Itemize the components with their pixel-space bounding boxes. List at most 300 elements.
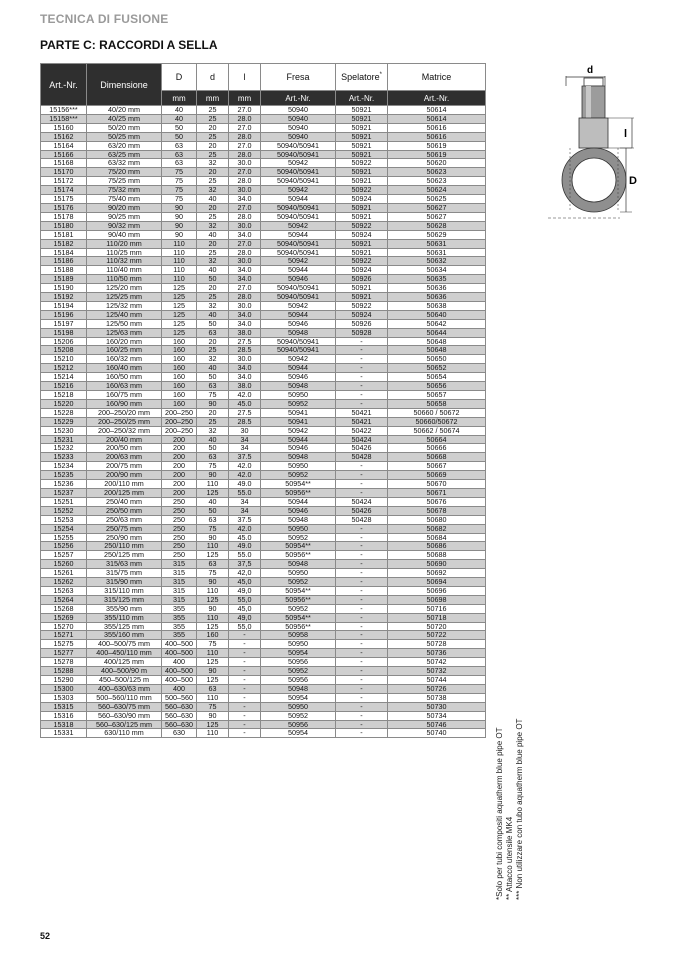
cell-fresa: 50954 — [261, 649, 336, 658]
cell-spelatore: - — [336, 355, 388, 364]
cell-d-small: 125 — [197, 488, 229, 497]
cell-l: - — [229, 729, 261, 738]
cell-l: 34 — [229, 497, 261, 506]
cell-l: 49.0 — [229, 480, 261, 489]
cell-art-nr: 15220 — [41, 399, 87, 408]
cell-fresa: 50940/50941 — [261, 239, 336, 248]
cell-l: 28.0 — [229, 114, 261, 123]
cell-dimensione: 110/25 mm — [87, 248, 162, 257]
cell-fresa: 50940/50941 — [261, 284, 336, 293]
cell-matrice: 50642 — [388, 319, 486, 328]
cell-spelatore: 50424 — [336, 435, 388, 444]
cell-fresa: 50954 — [261, 729, 336, 738]
table-row — [41, 586, 486, 595]
cell-dimensione: 400–500/75 mm — [87, 640, 162, 649]
cell-art-nr: 15172 — [41, 177, 87, 186]
cell-matrice: 50698 — [388, 595, 486, 604]
cell-spelatore: 50921 — [336, 293, 388, 302]
cell-d-big: 315 — [162, 578, 197, 587]
cell-art-nr: 15229 — [41, 417, 87, 426]
cell-d-small: 40 — [197, 266, 229, 275]
cell-fresa: 50940 — [261, 123, 336, 132]
cell-d-small: 32 — [197, 426, 229, 435]
cell-l: 45.0 — [229, 533, 261, 542]
cell-d-small: 20 — [197, 168, 229, 177]
cell-d-small: 20 — [197, 239, 229, 248]
cell-matrice: 50720 — [388, 622, 486, 631]
cell-art-nr: 15268 — [41, 604, 87, 613]
cell-l: 38.0 — [229, 382, 261, 391]
cell-l: 55.0 — [229, 551, 261, 560]
cell-spelatore: 50921 — [336, 248, 388, 257]
cell-matrice: 50662 / 50674 — [388, 426, 486, 435]
cell-d-small: 160 — [197, 631, 229, 640]
cell-d-small: 50 — [197, 506, 229, 515]
diagram-label-d-big: D — [629, 175, 637, 187]
cell-d-small: 40 — [197, 310, 229, 319]
cell-dimensione: 90/25 mm — [87, 212, 162, 221]
cell-dimensione: 450–500/125 m — [87, 676, 162, 685]
cell-l: 34.0 — [229, 230, 261, 239]
cell-matrice: 50636 — [388, 284, 486, 293]
cell-art-nr: 15232 — [41, 444, 87, 453]
cell-spelatore: - — [336, 676, 388, 685]
cell-dimensione: 200/40 mm — [87, 435, 162, 444]
cell-fresa: 50948 — [261, 515, 336, 524]
cell-dimensione: 400/125 mm — [87, 658, 162, 667]
cell-d-small: 75 — [197, 569, 229, 578]
cell-d-big: 50 — [162, 123, 197, 132]
cell-matrice: 50656 — [388, 382, 486, 391]
cell-l: 34.0 — [229, 195, 261, 204]
unit-d-small: mm — [197, 91, 229, 106]
table-row — [41, 159, 486, 168]
table-row — [41, 284, 486, 293]
cell-art-nr: 15230 — [41, 426, 87, 435]
cell-fresa: 50940/50941 — [261, 293, 336, 302]
cell-fresa: 50944 — [261, 497, 336, 506]
cell-spelatore: 50922 — [336, 221, 388, 230]
cell-spelatore: - — [336, 488, 388, 497]
cell-dimensione: 160/50 mm — [87, 373, 162, 382]
cell-fresa: 50940/50941 — [261, 346, 336, 355]
cell-art-nr: 15262 — [41, 578, 87, 587]
cell-l: 27.0 — [229, 203, 261, 212]
cell-fresa: 50950 — [261, 391, 336, 400]
cell-spelatore: - — [336, 337, 388, 346]
cell-l: - — [229, 649, 261, 658]
cell-l: 45,0 — [229, 578, 261, 587]
cell-art-nr: 15198 — [41, 328, 87, 337]
cell-l: 30.0 — [229, 355, 261, 364]
table-row — [41, 658, 486, 667]
cell-d-small: 25 — [197, 346, 229, 355]
cell-matrice: 50680 — [388, 515, 486, 524]
table-row — [41, 373, 486, 382]
table-row — [41, 711, 486, 720]
cell-l: 42.0 — [229, 471, 261, 480]
unit-d-big: mm — [162, 91, 197, 106]
cell-d-small: 20 — [197, 284, 229, 293]
cell-d-small: 90 — [197, 711, 229, 720]
cell-d-small: 32 — [197, 355, 229, 364]
cell-d-small: 63 — [197, 560, 229, 569]
cell-matrice: 50688 — [388, 551, 486, 560]
cell-fresa: 50942 — [261, 355, 336, 364]
cell-art-nr: 15270 — [41, 622, 87, 631]
cell-art-nr: 15318 — [41, 720, 87, 729]
cell-l: 55,0 — [229, 595, 261, 604]
cell-dimensione: 40/20 mm — [87, 106, 162, 115]
cell-matrice: 50627 — [388, 212, 486, 221]
cell-art-nr: 15253 — [41, 515, 87, 524]
cell-spelatore: 50921 — [336, 239, 388, 248]
cell-d-small: 63 — [197, 382, 229, 391]
cell-matrice: 50694 — [388, 578, 486, 587]
cell-d-small: 75 — [197, 391, 229, 400]
cell-spelatore: - — [336, 480, 388, 489]
cell-matrice: 50742 — [388, 658, 486, 667]
cell-matrice: 50690 — [388, 560, 486, 569]
cell-fresa: 50942 — [261, 159, 336, 168]
cell-spelatore: 50426 — [336, 506, 388, 515]
cell-d-big: 200 — [162, 444, 197, 453]
cell-matrice: 50734 — [388, 711, 486, 720]
cell-art-nr: 15188 — [41, 266, 87, 275]
cell-l: - — [229, 711, 261, 720]
cell-art-nr: 15271 — [41, 631, 87, 640]
cell-fresa: 50954** — [261, 480, 336, 489]
cell-spelatore: 50922 — [336, 301, 388, 310]
table-body — [41, 106, 486, 738]
cell-l: 28.0 — [229, 150, 261, 159]
cell-d-big: 160 — [162, 346, 197, 355]
cell-dimensione: 355/90 mm — [87, 604, 162, 613]
table-row — [41, 266, 486, 275]
cell-d-big: 355 — [162, 604, 197, 613]
table-row — [41, 684, 486, 693]
header-fresa: Fresa — [261, 64, 336, 91]
cell-d-big: 400–500 — [162, 667, 197, 676]
cell-matrice: 50614 — [388, 106, 486, 115]
cell-d-small: 75 — [197, 524, 229, 533]
cell-art-nr: 15210 — [41, 355, 87, 364]
cell-matrice: 50648 — [388, 337, 486, 346]
table-row — [41, 506, 486, 515]
table-row — [41, 221, 486, 230]
cell-dimensione: 200/125 mm — [87, 488, 162, 497]
cell-d-big: 75 — [162, 195, 197, 204]
cell-d-big: 125 — [162, 301, 197, 310]
cell-d-small: 25 — [197, 114, 229, 123]
cell-d-big: 63 — [162, 141, 197, 150]
cell-fresa: 50956** — [261, 622, 336, 631]
cell-spelatore: 50422 — [336, 426, 388, 435]
cell-d-small: 125 — [197, 595, 229, 604]
cell-matrice: 50664 — [388, 435, 486, 444]
cell-fresa: 50954** — [261, 586, 336, 595]
cell-fresa: 50940 — [261, 132, 336, 141]
cell-d-big: 560–630 — [162, 702, 197, 711]
cell-l: - — [229, 693, 261, 702]
cell-art-nr: 15162 — [41, 132, 87, 141]
cell-d-big: 200 — [162, 435, 197, 444]
cell-l: 55.0 — [229, 488, 261, 497]
cell-d-small: 75 — [197, 640, 229, 649]
cell-spelatore: 50921 — [336, 203, 388, 212]
cell-l: 28.0 — [229, 212, 261, 221]
cell-l: 37.5 — [229, 453, 261, 462]
table-row — [41, 186, 486, 195]
table-row — [41, 141, 486, 150]
header-dimensione: Dimensione — [87, 64, 162, 106]
cell-dimensione: 200/63 mm — [87, 453, 162, 462]
cell-dimensione: 75/25 mm — [87, 177, 162, 186]
cell-art-nr: 15156*** — [41, 106, 87, 115]
table-row — [41, 114, 486, 123]
cell-d-small: 20 — [197, 337, 229, 346]
cell-art-nr: 15233 — [41, 453, 87, 462]
cell-dimensione: 63/25 mm — [87, 150, 162, 159]
cell-matrice: 50657 — [388, 391, 486, 400]
cell-l: 34.0 — [229, 373, 261, 382]
cell-l: 45,0 — [229, 604, 261, 613]
cell-d-small: 50 — [197, 319, 229, 328]
cell-d-big: 630 — [162, 729, 197, 738]
cell-art-nr: 15228 — [41, 408, 87, 417]
cell-art-nr: 15164 — [41, 141, 87, 150]
cell-matrice: 50746 — [388, 720, 486, 729]
cell-dimensione: 315/63 mm — [87, 560, 162, 569]
cell-fresa: 50952 — [261, 604, 336, 613]
cell-l: 42.0 — [229, 391, 261, 400]
cell-fresa: 50944 — [261, 435, 336, 444]
cell-fresa: 50941 — [261, 408, 336, 417]
cell-l: - — [229, 702, 261, 711]
cell-dimensione: 200/90 mm — [87, 471, 162, 480]
cell-spelatore: - — [336, 533, 388, 542]
cell-fresa: 50948 — [261, 453, 336, 462]
cell-dimensione: 355/160 mm — [87, 631, 162, 640]
cell-fresa: 50940/50941 — [261, 150, 336, 159]
table-row — [41, 667, 486, 676]
cell-l: - — [229, 667, 261, 676]
header-spelatore-label: Spelatore — [341, 72, 380, 82]
cell-d-big: 400 — [162, 684, 197, 693]
cell-d-big: 125 — [162, 319, 197, 328]
cell-spelatore: - — [336, 613, 388, 622]
table-row — [41, 720, 486, 729]
cell-fresa: 50946 — [261, 444, 336, 453]
diagram-label-d-small: d — [587, 65, 594, 76]
cell-d-big: 75 — [162, 186, 197, 195]
table-row — [41, 524, 486, 533]
cell-dimensione: 250/75 mm — [87, 524, 162, 533]
part-title: PARTE C: RACCORDI A SELLA — [40, 38, 218, 52]
table-row — [41, 444, 486, 453]
cell-fresa: 50950 — [261, 702, 336, 711]
table-row — [41, 301, 486, 310]
cell-fresa: 50940/50941 — [261, 168, 336, 177]
cell-art-nr: 15216 — [41, 382, 87, 391]
cell-matrice: 50696 — [388, 586, 486, 595]
unit-spelatore: Art.-Nr. — [336, 91, 388, 106]
cell-d-big: 250 — [162, 551, 197, 560]
cell-fresa: 50950 — [261, 524, 336, 533]
cell-spelatore: 50926 — [336, 319, 388, 328]
cell-d-small: 50 — [197, 373, 229, 382]
cell-d-big: 160 — [162, 337, 197, 346]
cell-d-big: 90 — [162, 203, 197, 212]
cell-art-nr: 15181 — [41, 230, 87, 239]
cell-l: 38.0 — [229, 328, 261, 337]
cell-dimensione: 315/75 mm — [87, 569, 162, 578]
cell-d-small: 32 — [197, 257, 229, 266]
cell-matrice: 50635 — [388, 275, 486, 284]
table-row — [41, 417, 486, 426]
cell-d-big: 125 — [162, 284, 197, 293]
cell-dimensione: 200–250/32 mm — [87, 426, 162, 435]
cell-fresa: 50942 — [261, 221, 336, 230]
table-row — [41, 488, 486, 497]
cell-l: - — [229, 684, 261, 693]
cell-dimensione: 200–250/20 mm — [87, 408, 162, 417]
cell-fresa: 50952 — [261, 471, 336, 480]
cell-l: 28.0 — [229, 177, 261, 186]
cell-spelatore: - — [336, 399, 388, 408]
cell-spelatore: - — [336, 622, 388, 631]
cell-spelatore: - — [336, 702, 388, 711]
cell-art-nr: 15208 — [41, 346, 87, 355]
cell-dimensione: 40/25 mm — [87, 114, 162, 123]
cell-d-big: 125 — [162, 293, 197, 302]
cell-matrice: 50614 — [388, 114, 486, 123]
cell-l: 28.0 — [229, 132, 261, 141]
cell-dimensione: 160/40 mm — [87, 364, 162, 373]
cell-d-small: 110 — [197, 613, 229, 622]
cell-art-nr: 15197 — [41, 319, 87, 328]
table-row — [41, 551, 486, 560]
cell-d-big: 160 — [162, 391, 197, 400]
cell-fresa: 50940/50941 — [261, 337, 336, 346]
cell-matrice: 50676 — [388, 497, 486, 506]
cell-d-big: 355 — [162, 613, 197, 622]
cell-matrice: 50640 — [388, 310, 486, 319]
cell-matrice: 50669 — [388, 471, 486, 480]
cell-art-nr: 15214 — [41, 373, 87, 382]
cell-d-small: 25 — [197, 132, 229, 141]
cell-spelatore: 50924 — [336, 230, 388, 239]
cell-art-nr: 15290 — [41, 676, 87, 685]
cell-d-small: 40 — [197, 195, 229, 204]
cell-dimensione: 160/25 mm — [87, 346, 162, 355]
cell-d-small: 110 — [197, 693, 229, 702]
cell-fresa: 50948 — [261, 560, 336, 569]
table-row — [41, 391, 486, 400]
cell-d-small: 63 — [197, 684, 229, 693]
cell-art-nr: 15206 — [41, 337, 87, 346]
cell-dimensione: 400–450/110 mm — [87, 649, 162, 658]
cell-spelatore: - — [336, 667, 388, 676]
cell-l: 30.0 — [229, 257, 261, 266]
table-row — [41, 435, 486, 444]
cell-dimensione: 200/50 mm — [87, 444, 162, 453]
cell-spelatore: - — [336, 658, 388, 667]
cell-spelatore: 50924 — [336, 310, 388, 319]
unit-fresa: Art.-Nr. — [261, 91, 336, 106]
cell-l: - — [229, 631, 261, 640]
cell-dimensione: 160/20 mm — [87, 337, 162, 346]
cell-d-small: 75 — [197, 702, 229, 711]
cell-matrice: 50631 — [388, 248, 486, 257]
cell-spelatore: 50426 — [336, 444, 388, 453]
cell-d-big: 110 — [162, 248, 197, 257]
table-row — [41, 328, 486, 337]
cell-art-nr: 15192 — [41, 293, 87, 302]
cell-fresa: 50958 — [261, 631, 336, 640]
cell-art-nr: 15174 — [41, 186, 87, 195]
cell-l: 34.0 — [229, 266, 261, 275]
cell-dimensione: 50/20 mm — [87, 123, 162, 132]
cell-d-big: 110 — [162, 266, 197, 275]
table-row — [41, 408, 486, 417]
cell-matrice: 50744 — [388, 676, 486, 685]
table-row — [41, 542, 486, 551]
cell-dimensione: 110/50 mm — [87, 275, 162, 284]
cell-d-small: 20 — [197, 408, 229, 417]
cell-d-small: 20 — [197, 123, 229, 132]
cell-matrice: 50666 — [388, 444, 486, 453]
cell-art-nr: 15235 — [41, 471, 87, 480]
parts-table-container — [40, 63, 485, 738]
table-row — [41, 631, 486, 640]
cell-fresa: 50956 — [261, 720, 336, 729]
cell-d-big: 315 — [162, 586, 197, 595]
cell-art-nr: 15260 — [41, 560, 87, 569]
cell-dimensione: 200/75 mm — [87, 462, 162, 471]
cell-d-small: 40 — [197, 364, 229, 373]
cell-art-nr: 15303 — [41, 693, 87, 702]
cell-spelatore: 50921 — [336, 114, 388, 123]
cell-d-big: 75 — [162, 168, 197, 177]
page-number: 52 — [40, 931, 51, 941]
cell-fresa: 50944 — [261, 266, 336, 275]
cell-fresa: 50944 — [261, 364, 336, 373]
table-row — [41, 106, 486, 115]
table-row — [41, 364, 486, 373]
cell-matrice: 50644 — [388, 328, 486, 337]
table-row — [41, 275, 486, 284]
cell-dimensione: 50/25 mm — [87, 132, 162, 141]
cell-dimensione: 125/32 mm — [87, 301, 162, 310]
cell-matrice: 50716 — [388, 604, 486, 613]
cell-fresa: 50940/50941 — [261, 203, 336, 212]
cell-dimensione: 200–250/25 mm — [87, 417, 162, 426]
cell-dimensione: 560–630/90 mm — [87, 711, 162, 720]
cell-l: 28.5 — [229, 346, 261, 355]
cell-d-big: 250 — [162, 497, 197, 506]
cell-fresa: 50942 — [261, 257, 336, 266]
header-art-nr: Art.-Nr. — [41, 64, 87, 106]
cell-matrice: 50671 — [388, 488, 486, 497]
cell-d-big: 160 — [162, 364, 197, 373]
cell-d-small: 40 — [197, 230, 229, 239]
unit-l: mm — [229, 91, 261, 106]
cell-spelatore: - — [336, 711, 388, 720]
table-row — [41, 649, 486, 658]
cell-art-nr: 15178 — [41, 212, 87, 221]
cell-spelatore: 50921 — [336, 212, 388, 221]
